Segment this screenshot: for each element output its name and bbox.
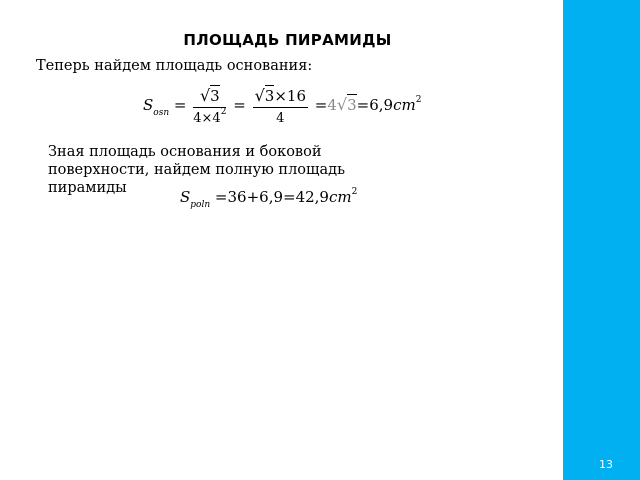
accent-sidebar [563,0,640,480]
formula1-result: =6,9 [356,96,394,114]
formula1-frac1-den-sup: 2 [220,107,227,117]
formula2-lhs-var: S [180,188,191,206]
formula1-frac1-den: 4×4 [193,111,221,126]
formula1-frac2-num-arg: 3 [264,87,275,105]
formula1-unit: cm [393,96,416,114]
formula1-fraction-2 [253,86,308,126]
formula1-unit-sup: 2 [415,95,422,105]
base-area-formula [143,86,421,126]
formula1-frac2-num-rest: ×16 [274,87,306,105]
formula1-coef: 4 [327,96,337,114]
formula1-fraction-1 [193,86,226,126]
formula1-root-arg: 3 [347,96,357,114]
formula1-frac2-den: 4 [276,111,285,126]
formula2-expression: =36+6,9=42,9 [214,188,329,206]
sqrt-sign-icon: √ [199,86,211,105]
formula1-lhs-sub: osn [153,108,170,118]
formula1-eq2: = [233,96,246,114]
formula1-eq1: = [173,96,187,114]
formula2-unit-sup: 2 [351,187,358,197]
total-area-formula [180,187,358,210]
sqrt-sign-icon: √ [254,86,265,105]
sqrt-sign-icon: √ [336,95,348,114]
intro-text: Теперь найдем площадь основания: [36,58,313,74]
page-number: 13 [599,458,613,471]
formula2-unit: cm [328,188,352,206]
paragraph-text: Зная площадь основания и боковой поверхности, найдем полную площадь пирамиды [48,144,345,196]
slide-title: ПЛОЩАДЬ ПИРАМИДЫ [183,31,392,49]
formula2-lhs-sub: poln [190,200,211,210]
formula1-eq3: = [314,96,328,114]
formula1-lhs-var: S [143,96,154,114]
formula1-frac1-num: 3 [210,87,220,105]
